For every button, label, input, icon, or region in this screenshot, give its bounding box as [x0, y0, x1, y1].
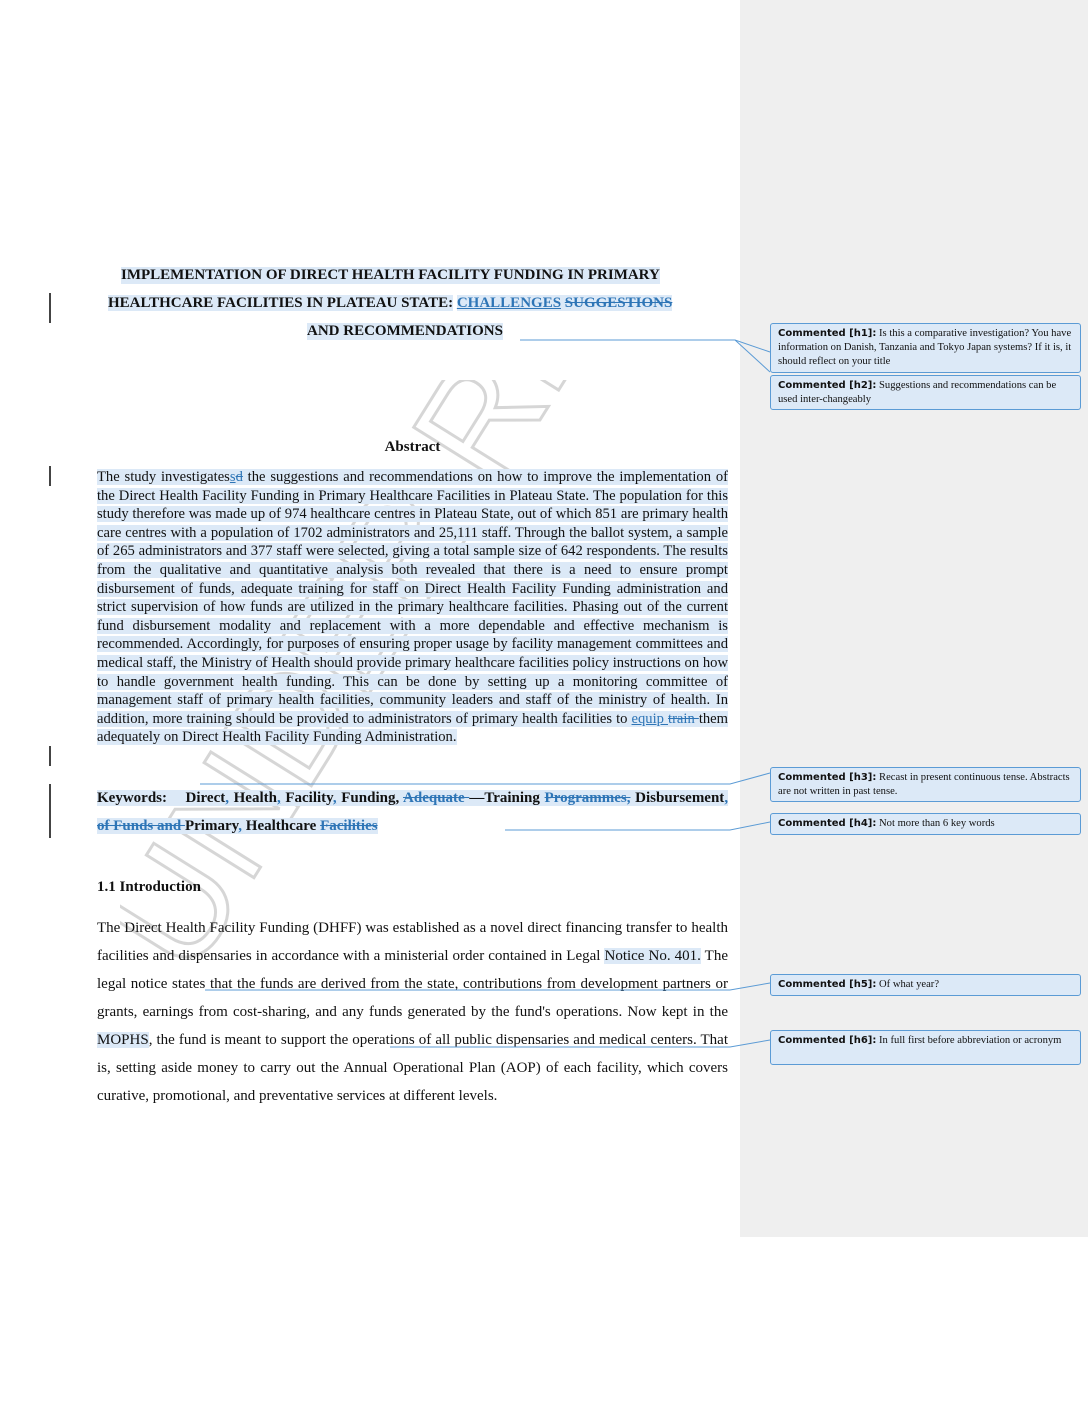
comment-label: Commented [h3]:	[778, 772, 877, 783]
keyword: Disbursement	[635, 790, 725, 806]
deleted-keyword: Programmes,	[544, 790, 631, 806]
keyword: Healthcare	[245, 818, 317, 834]
abstract-text-mid: the suggestions and recommendations on how to improve the implementation of the Direct Health Facility Funding in Primary Healthcare Facilities in Plateau State. The population for this study therefore was made up of 974 healthcare centres in Plateau State, out of which 851 are primary health care centres with a population of 1702 administrators and 25,111 staff. Through the ballot system, a sample of 265 administrators and 377 staff were selected, giving a total sample size of 642 respondents. The results from the qualitative and quantitative analysis both revealed that there is a need to ensure prompt disbursement of funds, adequate training for staff on Direct Health Facility Funding administration and strict supervision of how funds are utilized in the primary healthcare facilities. Phasing out of the current fund disbursement modality and replacement with a more dependable and effective mechanism is recommended. Accordingly, for purposes of ensuring proper usage by facility management committees and medical staff, the Ministry of Health should provide primary healthcare facilities policy instructions on how to handle government health funding. This can be done by setting up a monitoring committee of management staff of primary health facilities, community leaders and staff of the ministry of health. In addition, more training should be provided to administrators of primary health facilities to	[97, 469, 728, 727]
comment-label: Commented [h4]:	[778, 818, 877, 829]
keyword: Direct	[185, 790, 226, 806]
comment-h6[interactable]	[770, 1030, 1081, 1065]
comment-text: Recast in present continuous tense. Abstracts are not written in past tense.	[778, 772, 1070, 797]
intro-text: , the fund is meant to support the operations of all public dispensaries and medical centers. That is, setting aside money to carry out the Annual Operational Plan (AOP) of each facility, which covers curative, promotional, and preventative services at different levels.	[97, 1032, 728, 1104]
abstract-text-end: them adequately on Direct Health Facility Funding Administration.	[97, 710, 728, 746]
comment-h2[interactable]	[770, 375, 1081, 410]
connector-h3	[200, 773, 770, 784]
legal-notice-highlight: Notice No. 401.	[604, 948, 701, 964]
inserted-comma: ,	[724, 790, 729, 806]
deleted-keyword: of Funds and	[97, 818, 185, 834]
abstract-heading: Abstract	[384, 439, 441, 455]
comment-text: Not more than 6 key words	[879, 818, 995, 829]
comment-label: Commented [h1]:	[778, 328, 877, 339]
comment-text: In full first before abbreviation or acronym	[879, 1035, 1062, 1046]
inserted-s: s	[229, 469, 236, 485]
deleted-keyword: Facilities	[320, 818, 378, 834]
keyword: Training	[484, 790, 540, 806]
keyword: Funding,	[341, 790, 400, 806]
inserted-comma: ,	[225, 790, 229, 806]
keyword: Primary	[184, 818, 239, 834]
keyword: Health	[233, 790, 277, 806]
change-bar	[49, 784, 51, 838]
deleted-d: d	[235, 469, 243, 485]
inserted-comma: ,	[332, 790, 337, 806]
abstract-body	[97, 468, 728, 747]
section-heading: 1.1 Introduction	[97, 879, 201, 895]
comment-h4[interactable]	[770, 813, 1081, 835]
inserted-comma: ,	[238, 818, 243, 834]
keyword: Facility	[285, 790, 333, 806]
title-deleted-text: SUGGESTIONS	[564, 295, 673, 311]
mophs-highlight: MOPHS	[97, 1032, 149, 1048]
comment-label: Commented [h6]:	[778, 1035, 877, 1046]
comment-label: Commented [h5]:	[778, 979, 877, 990]
comment-text: Suggestions and recommendations can be used inter-changeably	[778, 380, 1057, 405]
change-bar	[49, 293, 51, 323]
inserted-equip: equip	[631, 710, 669, 727]
comment-h5[interactable]	[770, 974, 1081, 996]
title-line-2	[108, 295, 672, 312]
deleted-keyword: Adequate	[403, 790, 470, 806]
deleted-train: train	[668, 710, 699, 727]
comment-h1[interactable]	[770, 323, 1081, 373]
comment-text: Is this a comparative investigation? You have information on Danish, Tanzania and Tokyo Japan systems? If it is, it should reflect on your title	[778, 328, 1072, 367]
comment-label: Commented [h2]:	[778, 380, 877, 391]
change-bar	[49, 466, 51, 486]
title-line-1: IMPLEMENTATION OF DIRECT HEALTH FACILITY FUNDING IN PRIMARY	[121, 267, 660, 283]
abstract-text-start: The study investigates	[97, 469, 230, 485]
connector-h1	[520, 340, 770, 352]
comment-text: Of what year?	[879, 979, 940, 990]
inserted-comma: ,	[276, 790, 281, 806]
title-prefix: HEALTHCARE FACILITIES IN PLATEAU STATE:	[108, 295, 454, 311]
intro-text: The Direct Health Facility Funding (DHFF) was established as a novel direct financing transfer to health facilities and dispensaries in accordance with a ministerial order contained in Legal	[97, 920, 728, 964]
keywords: Keywords: Direct, Health, Facility, Funding, Adequate —Training Programmes, Disbursement, of Funds and Primary, Healthcare Facilities	[97, 790, 729, 834]
change-bar	[49, 746, 51, 766]
intro-text: The legal notice states that the funds are derived from the state, contributions from development partners or grants, earnings from cost-sharing, and any funds generated by the fund's operations. Now kept in the	[97, 948, 728, 1020]
title-line-3: AND RECOMMENDATIONS	[307, 323, 503, 339]
keywords-label: Keywords:	[97, 790, 167, 806]
intro-paragraph	[97, 914, 728, 1110]
comment-h3[interactable]	[770, 767, 1081, 802]
title-inserted-text: CHALLENGES	[456, 295, 562, 311]
